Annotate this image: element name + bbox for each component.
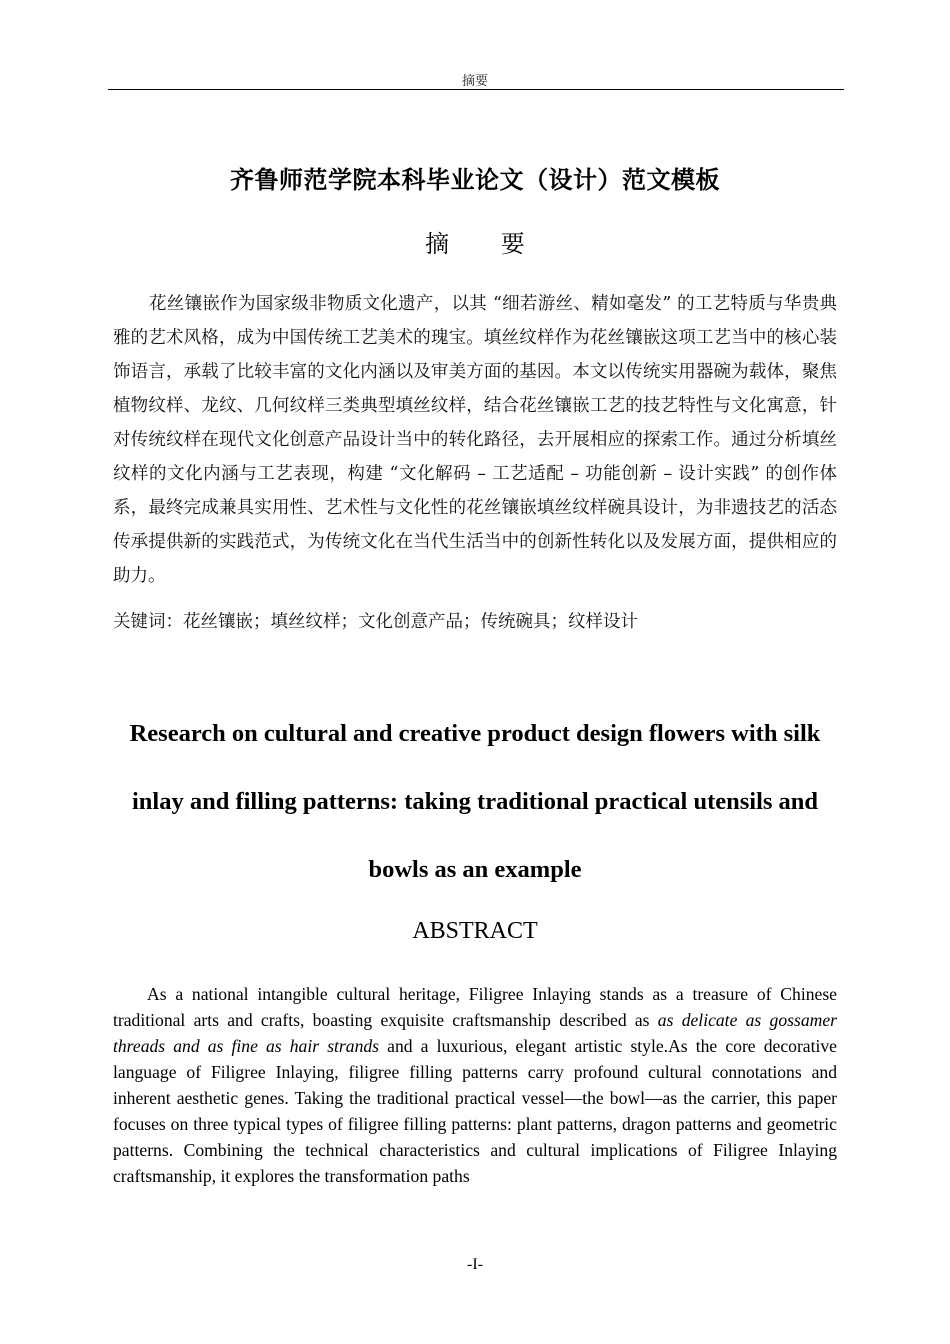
page-number: -I- bbox=[467, 1256, 483, 1273]
abstract-italic-phrase: as delicate as gossamer threads and as fine as hair strands bbox=[113, 1010, 837, 1056]
abstract-text-part1: As a national intangible cultural heritage, Filigree Inlaying stands as a treasure of Chinese traditional arts and crafts, boasting exquisite craftsmanship described as bbox=[113, 984, 837, 1030]
keywords-chinese: 关键词：花丝镶嵌；填丝纹样；文化创意产品；传统碗具；纹样设计 bbox=[113, 612, 638, 632]
abstract-heading-chinese: 摘 要 bbox=[425, 230, 547, 258]
abstract-text-part2: and a luxurious, elegant artistic style.As the core decorative language of Filigree Inlaying, filigree filling patterns carry profound cultural connotations and inherent aesthetic genes. Taking the traditional practical vessel—the bowl—as the carrier, this paper focuses on three typical types of filigree filling patterns: plant patterns, dragon patterns and geometric patterns. Combining the technical characteristics and cultural implications of Filigree Inlaying craftsmanship, it explores the transformation paths bbox=[113, 1036, 837, 1186]
header-rule bbox=[108, 89, 844, 90]
thesis-title-chinese: 齐鲁师范学院本科毕业论文（设计）范文模板 bbox=[230, 166, 720, 194]
abstract-heading-english: ABSTRACT bbox=[412, 918, 538, 944]
abstract-body-english bbox=[113, 981, 837, 1189]
thesis-title-english: Research on cultural and creative product design flowers with silk inlay and filling patterns: taking traditional practical utensils and bowls as an example bbox=[129, 720, 821, 883]
running-header: 摘要 bbox=[461, 74, 488, 89]
abstract-body-chinese: 花丝镶嵌作为国家级非物质文化遗产，以其 “细若游丝、精如毫发” 的工艺特质与华贵典雅的艺术风格，成为中国传统工艺美术的瑰宝。填丝纹样作为花丝镶嵌这项工艺当中的核心装饰语言，承载了比较丰富的文化内涵以及审美方面的基因。本文以传统实用器碗为载体，聚焦植物纹样、龙纹、几何纹样三类典型填丝纹样，结合花丝镶嵌工艺的技艺特性与文化寓意，针对传统纹样在现代文化创意产品设计当中的转化路径，去开展相应的探索工作。通过分析填丝纹样的文化内涵与工艺表现，构建 “文化解码 – 工艺适配 – 功能创新 – 设计实践” 的创作体系，最终完成兼具实用性、艺术性与文化性的花丝镶嵌填丝纹样碗具设计，为非遗技艺的活态传承提供新的实践范式，为传统文化在当代生活当中的创新性转化以及发展方面，提供相应的助力。 bbox=[113, 294, 837, 586]
